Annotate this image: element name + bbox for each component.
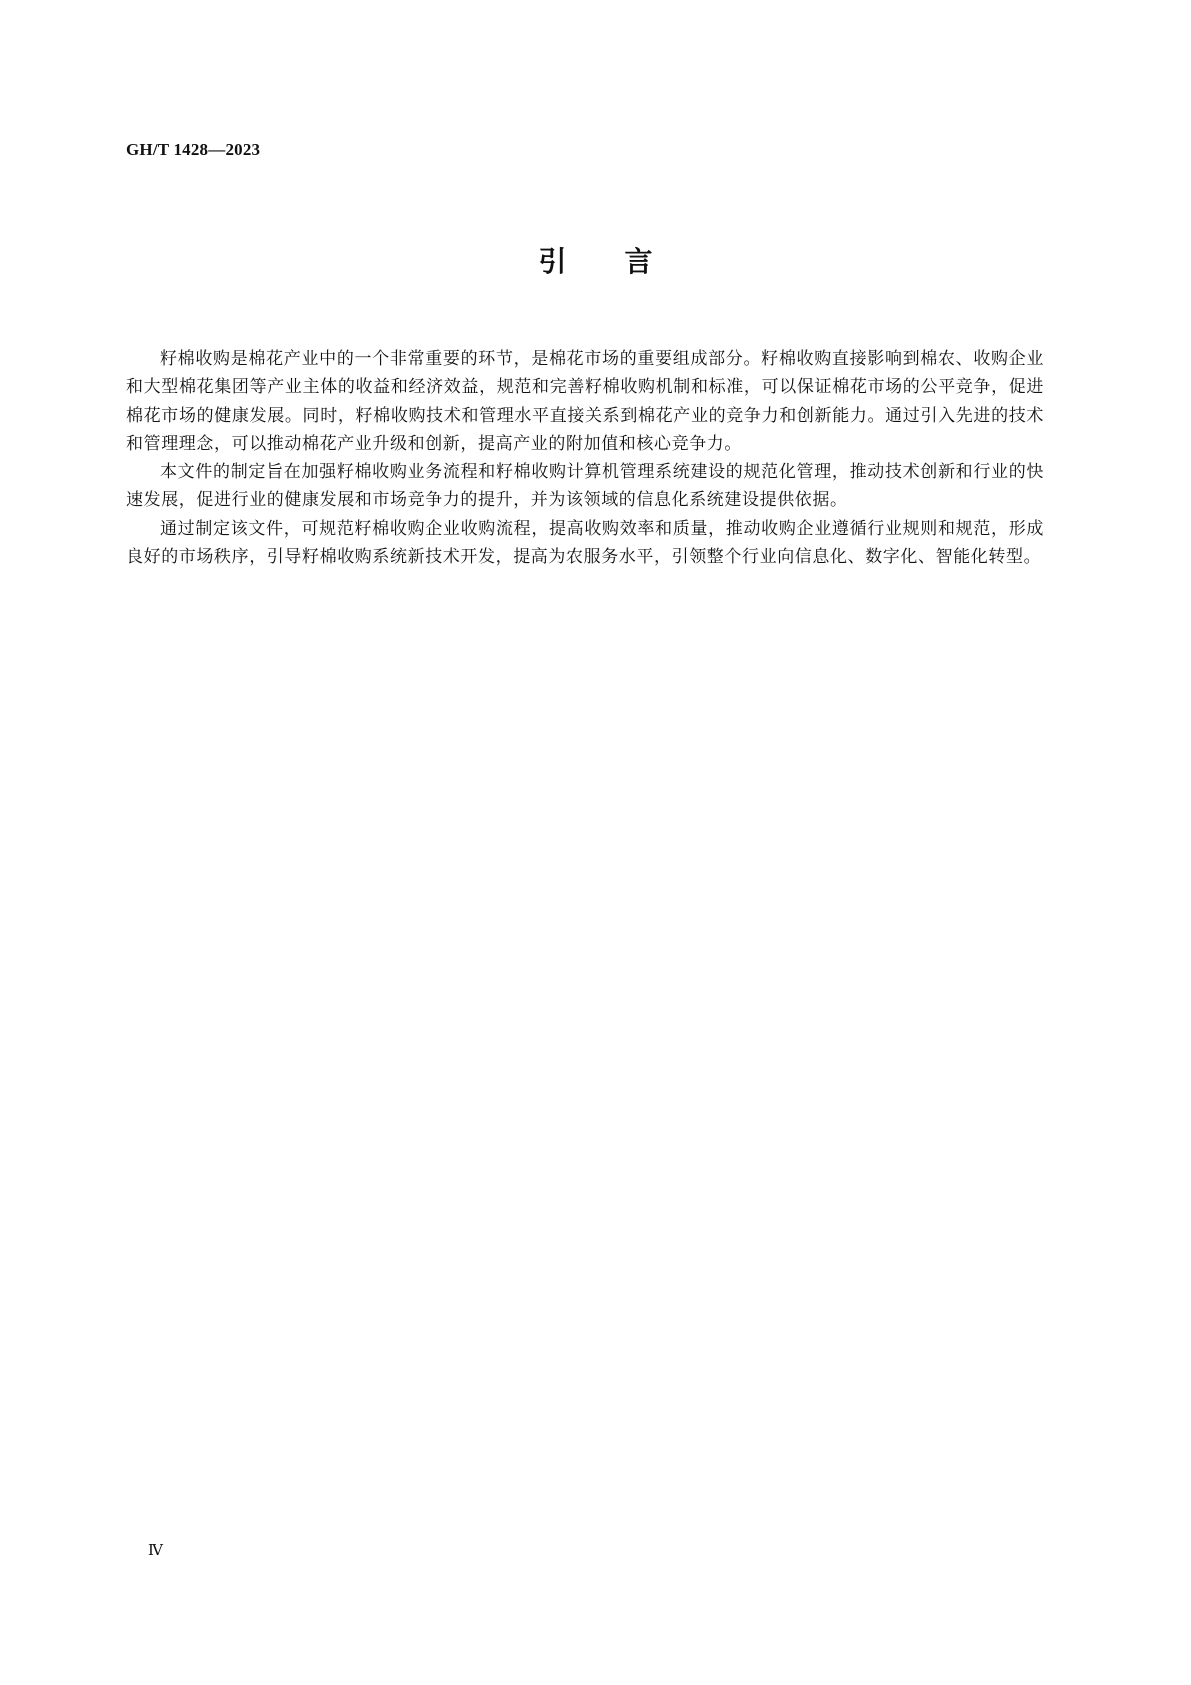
paragraph-3: 通过制定该文件，可规范籽棉收购企业收购流程，提高收购效率和质量，推动收购企业遵循行业规则和规范，形成良好的市场秩序，引导籽棉收购系统新技术开发，提高为农服务水平，引领整个行业向信息化、数字化、智能化转型。 [126, 518, 1044, 568]
document-code: GH/T 1428—2023 [126, 140, 261, 159]
page-number: Ⅳ [148, 1543, 163, 1559]
paragraph-2: 本文件的制定旨在加强籽棉收购业务流程和籽棉收购计算机管理系统建设的规范化管理，推动技术创新和行业的快速发展，促进行业的健康发展和市场竞争力的提升，并为该领域的信息化系统建设提供依据。 [126, 462, 1044, 511]
body-text [126, 345, 1044, 571]
paragraph-1: 籽棉收购是棉花产业中的一个非常重要的环节，是棉花市场的重要组成部分。籽棉收购直接影响到棉农、收购企业和大型棉花集团等产业主体的收益和经济效益，规范和完善籽棉收购机制和标准，可以保证棉花市场的公平竞争，促进棉花市场的健康发展。同时，籽棉收购技术和管理水平直接关系到棉花产业的竞争力和创新能力。通过引入先进的技术和管理理念，可以推动棉花产业升级和创新，提高产业的附加值和核心竞争力。 [126, 349, 1044, 454]
section-title: 引言 [538, 245, 711, 278]
